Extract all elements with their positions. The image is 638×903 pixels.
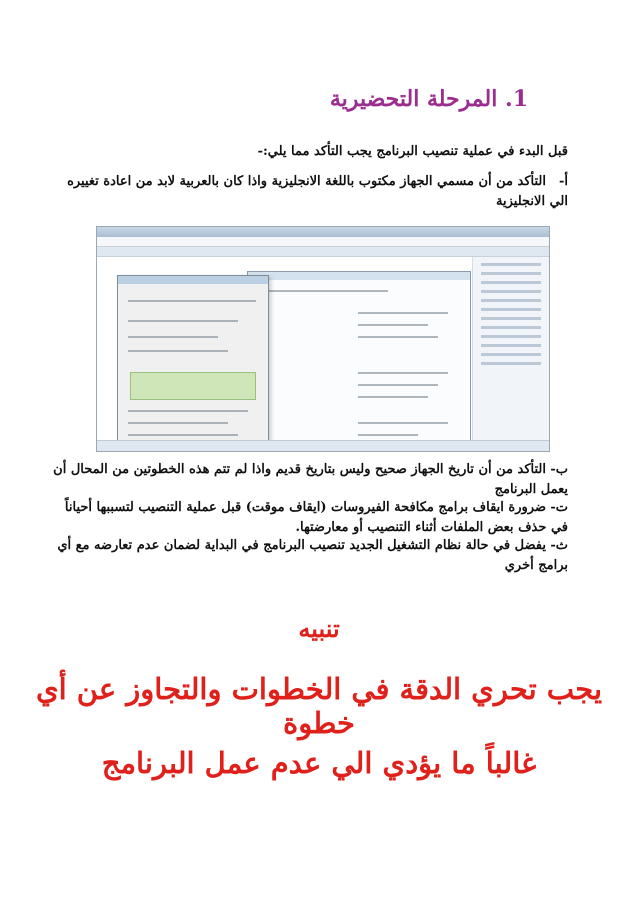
list-item <box>48 498 568 538</box>
heading-number: 1. <box>505 86 528 112</box>
warning-line-2: غالباً ما يؤدي الي عدم عمل البرنامج <box>101 746 537 780</box>
list-item <box>48 460 568 500</box>
warning-line-1: يجب تحري الدقة في الخطوات والتجاوز عن أي خطوة <box>35 672 603 740</box>
status-bar <box>97 440 549 451</box>
section-heading <box>330 86 528 112</box>
list-item <box>48 172 568 212</box>
intro-text: قبل البدء في عملية تنصيب البرنامج يجب التأكد مما يلي:- <box>257 144 568 159</box>
list-marker: أ- <box>558 174 568 189</box>
computer-name-highlight <box>130 372 256 400</box>
list-item-text: يفضل في حالة نظام التشغيل الجديد تنصيب البرنامج في البداية لضمان عدم تعارضه مع أي برامج أخري <box>57 538 568 573</box>
computer-properties-screenshot <box>96 226 550 452</box>
system-window <box>247 271 471 452</box>
list-marker: ث- <box>550 538 568 553</box>
window-title-bar <box>97 227 549 237</box>
navigation-pane <box>472 257 549 441</box>
explorer-body <box>97 257 549 441</box>
warning-title: تنبيه <box>298 614 340 643</box>
system-properties-dialog <box>117 275 269 452</box>
list-item-text: ضرورة ايقاف برامج مكافحة الفيروسات (ايقاف موقت) قبل عملية التنصيب لتسببها أحياناً في حذف بعض الملفات أثناء التنصيب أو معارضتها. <box>64 500 568 535</box>
list-marker: ب- <box>550 462 568 477</box>
list-item-text: التأكد من أن تاريخ الجهاز صحيح وليس بتاريخ قديم واذا لم تتم هذه الخطوتين من المحال أن يعمل البرنامج <box>53 462 568 497</box>
toolbar <box>97 247 549 257</box>
list-item <box>48 536 568 576</box>
list-marker: ت- <box>550 500 568 515</box>
address-bar <box>97 237 549 247</box>
heading-title: المرحلة التحضيرية <box>329 86 498 112</box>
list-item-text: التأكد من أن مسمي الجهاز مكتوب باللغة الانجليزية واذا كان بالعربية لابد من اعادة تغييره الي الانجليزية <box>67 174 568 209</box>
